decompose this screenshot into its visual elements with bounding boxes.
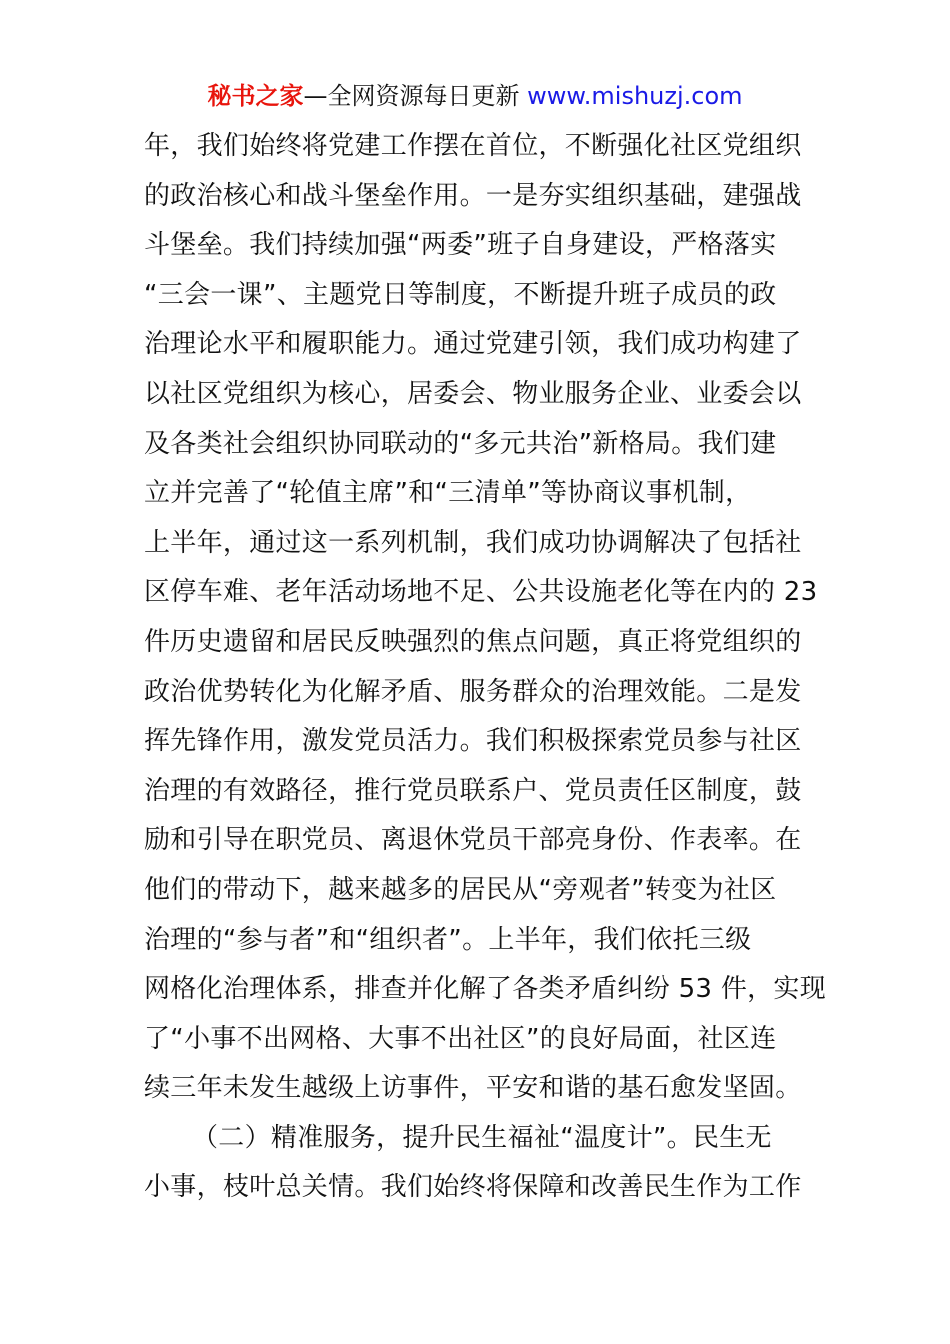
text-line: 挥先锋作用，激发党员活力。我们积极探索党员参与社区 bbox=[144, 726, 802, 757]
text-line: 年，我们始终将党建工作摆在首位，不断强化社区党组织 bbox=[144, 131, 802, 161]
text-line: 政治优势转化为化解矛盾、服务群众的治理效能。二是发 bbox=[144, 676, 802, 707]
text-line: 他们的带动下，越来越多的居民从“旁观者”转变为社区 bbox=[144, 874, 777, 905]
page-header bbox=[0, 80, 950, 112]
text-line: 治理论水平和履职能力。通过党建引领，我们成功构建了 bbox=[144, 329, 802, 360]
text-line: 治理的“参与者”和“组织者”。上半年，我们依托三级 bbox=[144, 924, 752, 955]
text-line: 件历史遗留和居民反映强烈的焦点问题，真正将党组织的 bbox=[144, 626, 802, 657]
text-line: 的政治核心和战斗堡垒作用。一是夯实组织基础，建强战 bbox=[144, 180, 802, 211]
text-line: 励和引导在职党员、离退休党员干部亮身份、作表率。在 bbox=[144, 825, 802, 856]
document-body bbox=[144, 122, 827, 1213]
text-line: 了“小事不出网格、大事不出社区”的良好局面，社区连 bbox=[144, 1023, 777, 1054]
text-line: 以社区党组织为核心，居委会、物业服务企业、业委会以 bbox=[144, 378, 802, 409]
brand-name: 秘书之家 bbox=[207, 82, 304, 110]
text-line: 治理的有效路径，推行党员联系户、党员责任区制度，鼓 bbox=[144, 775, 802, 806]
text-line: 斗堡垒。我们持续加强“两委”班子自身建设，严格落实 bbox=[144, 230, 777, 261]
text-line: 及各类社会组织协同联动的“多元共治”新格局。我们建 bbox=[144, 428, 777, 459]
header-tagline: —全网资源每日更新 bbox=[303, 82, 528, 110]
section-heading-line: （二）精准服务，提升民生福祉“温度计”。民生无 bbox=[192, 1122, 772, 1153]
text-line: 区停车难、老年活动场地不足、公共设施老化等在内的 23 bbox=[144, 577, 818, 608]
text-line: 网格化治理体系，排查并化解了各类矛盾纠纷 53 件，实现 bbox=[144, 974, 827, 1005]
text-line: 上半年，通过这一系列机制，我们成功协调解决了包括社 bbox=[144, 527, 802, 558]
text-line: 小事，枝叶总关情。我们始终将保障和改善民生作为工作 bbox=[144, 1172, 802, 1203]
text-line: 立并完善了“轮值主席”和“三清单”等协商议事机制， bbox=[144, 478, 752, 509]
text-line: “三会一课”、主题党日等制度，不断提升班子成员的政 bbox=[144, 279, 777, 310]
site-url[interactable]: www.mishuzj.com bbox=[527, 82, 743, 110]
text-line: 续三年未发生越级上访事件，平安和谐的基石愈发坚固。 bbox=[144, 1073, 802, 1104]
